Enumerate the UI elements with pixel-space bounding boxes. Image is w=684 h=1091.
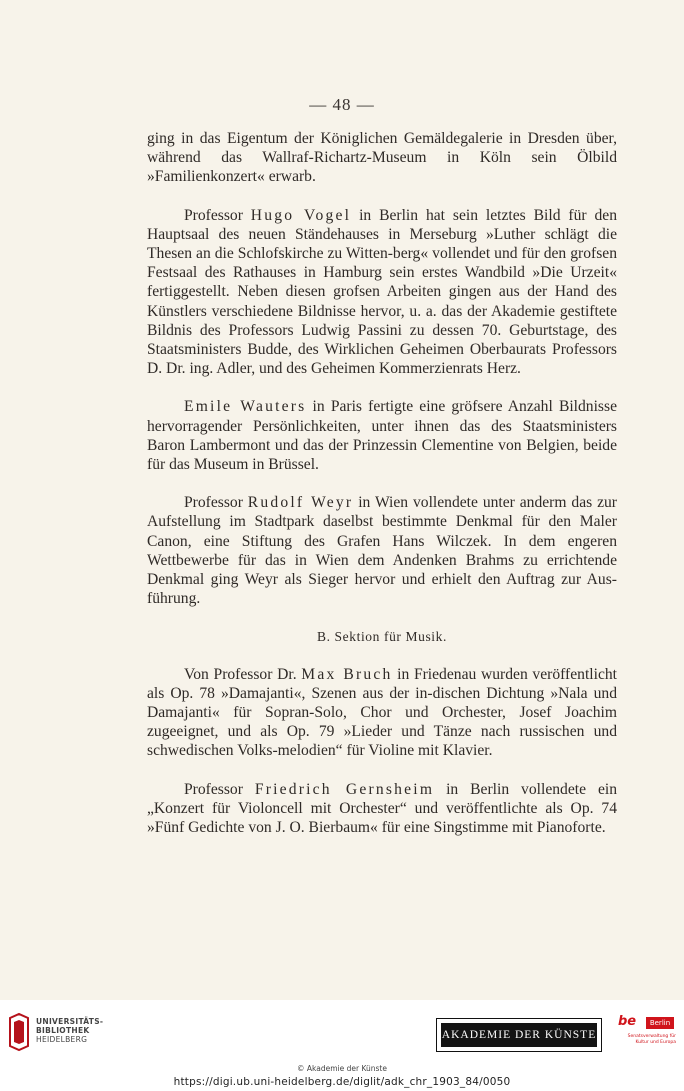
person-name: Emile Wauters — [184, 398, 307, 416]
akademie-logo[interactable] — [436, 1018, 602, 1052]
paragraph-bruch: Von Professor Dr. Max Bruch in Friedenau wurden veröffentlicht als Op. 78 »Damajanti«, Szenen aus der in-dischen Dichtung »Nala und Damajanti« für Sopran-Solo, Chor und Orchester, Josef Joachim zugeeignet, und als Op. 79 »Lieder und Tänze nach russischen und schwedischen Volks-melodien“ für Violine mit Klavier. — [147, 665, 617, 760]
library-name[interactable]: UNIVERSITÄTS- BIBLIOTHEK HEIDELBERG — [36, 1017, 104, 1044]
page-number: — 48 — — [309, 95, 375, 114]
copyright-text: © Akademie der Künste — [297, 1064, 387, 1073]
section-heading: B. Sektion für Musik. — [317, 629, 447, 645]
berlin-senate-logo-icon[interactable]: be Berlin Senatsverwaltung für Kultur und Europa — [618, 1014, 676, 1045]
paragraph-weyr: Professor Rudolf Weyr in Wien vollendete unter anderm das zur Aufstellung im Stadtpark daselbst bestimmte Denkmal für den Maler Canon, eine Stiftung des Grafen Hans Wilczek. In dem engeren Wettbewerbe für das in Wien dem Andenken Brahms zu errichtende Denkmal ging Weyr als Sieger hervor und erhielt den Auftrag zur Aus-führung. — [147, 494, 617, 608]
paragraph-continued: ging in das Eigentum der Königlichen Gemäldegalerie in Dresden über, während das Wallraf-Richartz-Museum in Köln sein Ölbild »Familienkonzert« erwarb. — [147, 130, 617, 186]
paragraph-wauters: Emile Wauters in Paris fertigte eine gröfsere Anzahl Bildnisse hervorragender Persönlichkeiten, unter ihnen das des Staatsministers Baron Lambermont und das der Prinzessin Clementine von Belgien, beide für das Museum in Brüssel. — [147, 398, 617, 474]
person-name: Max Bruch — [301, 665, 393, 683]
permalink-url[interactable]: https://digi.ub.uni-heidelberg.de/diglit/adk_chr_1903_84/0050 — [173, 1076, 511, 1088]
paragraph-gernsheim: Professor Friedrich Gernsheim in Berlin vollendete ein „Konzert für Violoncell mit Orchester“ und veröffentlichte als Op. 74 »Fünf Gedichte von J. O. Bierbaum« für eine Singstimme mit Pianoforte. — [147, 780, 617, 837]
page-body — [147, 129, 617, 856]
person-name: Hugo Vogel — [250, 206, 352, 224]
heidelberg-library-logo-icon[interactable] — [8, 1012, 30, 1052]
person-name: Friedrich Gernsheim — [254, 780, 435, 798]
akademie-logo-label: AKADEMIE DER KÜNSTE — [441, 1023, 597, 1047]
person-name: Rudolf Weyr — [247, 494, 354, 512]
paragraph-vogel: Professor Hugo Vogel in Berlin hat sein letztes Bild für den Hauptsaal des neuen Ständehauses in Merseburg »Luther schlägt die Thesen an die Schlofskirche zu Witten-berg« vollendet und für den grofsen Festsaal des Rathauses in Hamburg sein erstes Wandbild »Die Urzeit« fertiggestellt. Neben diesen grofsen Arbeiten gingen aus der Hand des Künstlers verschiedene Bildnisse hervor, u. a. das der Akademie gestiftete Bildnis des Professors Ludwig Passini zu dessen 70. Geburtstage, des Staatsministers Budde, des Wirklichen Geheimen Oberbaurats Professors D. Dr. ing. Adler, und des Geheimen Kommerzienrats Herz. — [147, 206, 617, 378]
viewer-footer — [0, 1000, 684, 1091]
